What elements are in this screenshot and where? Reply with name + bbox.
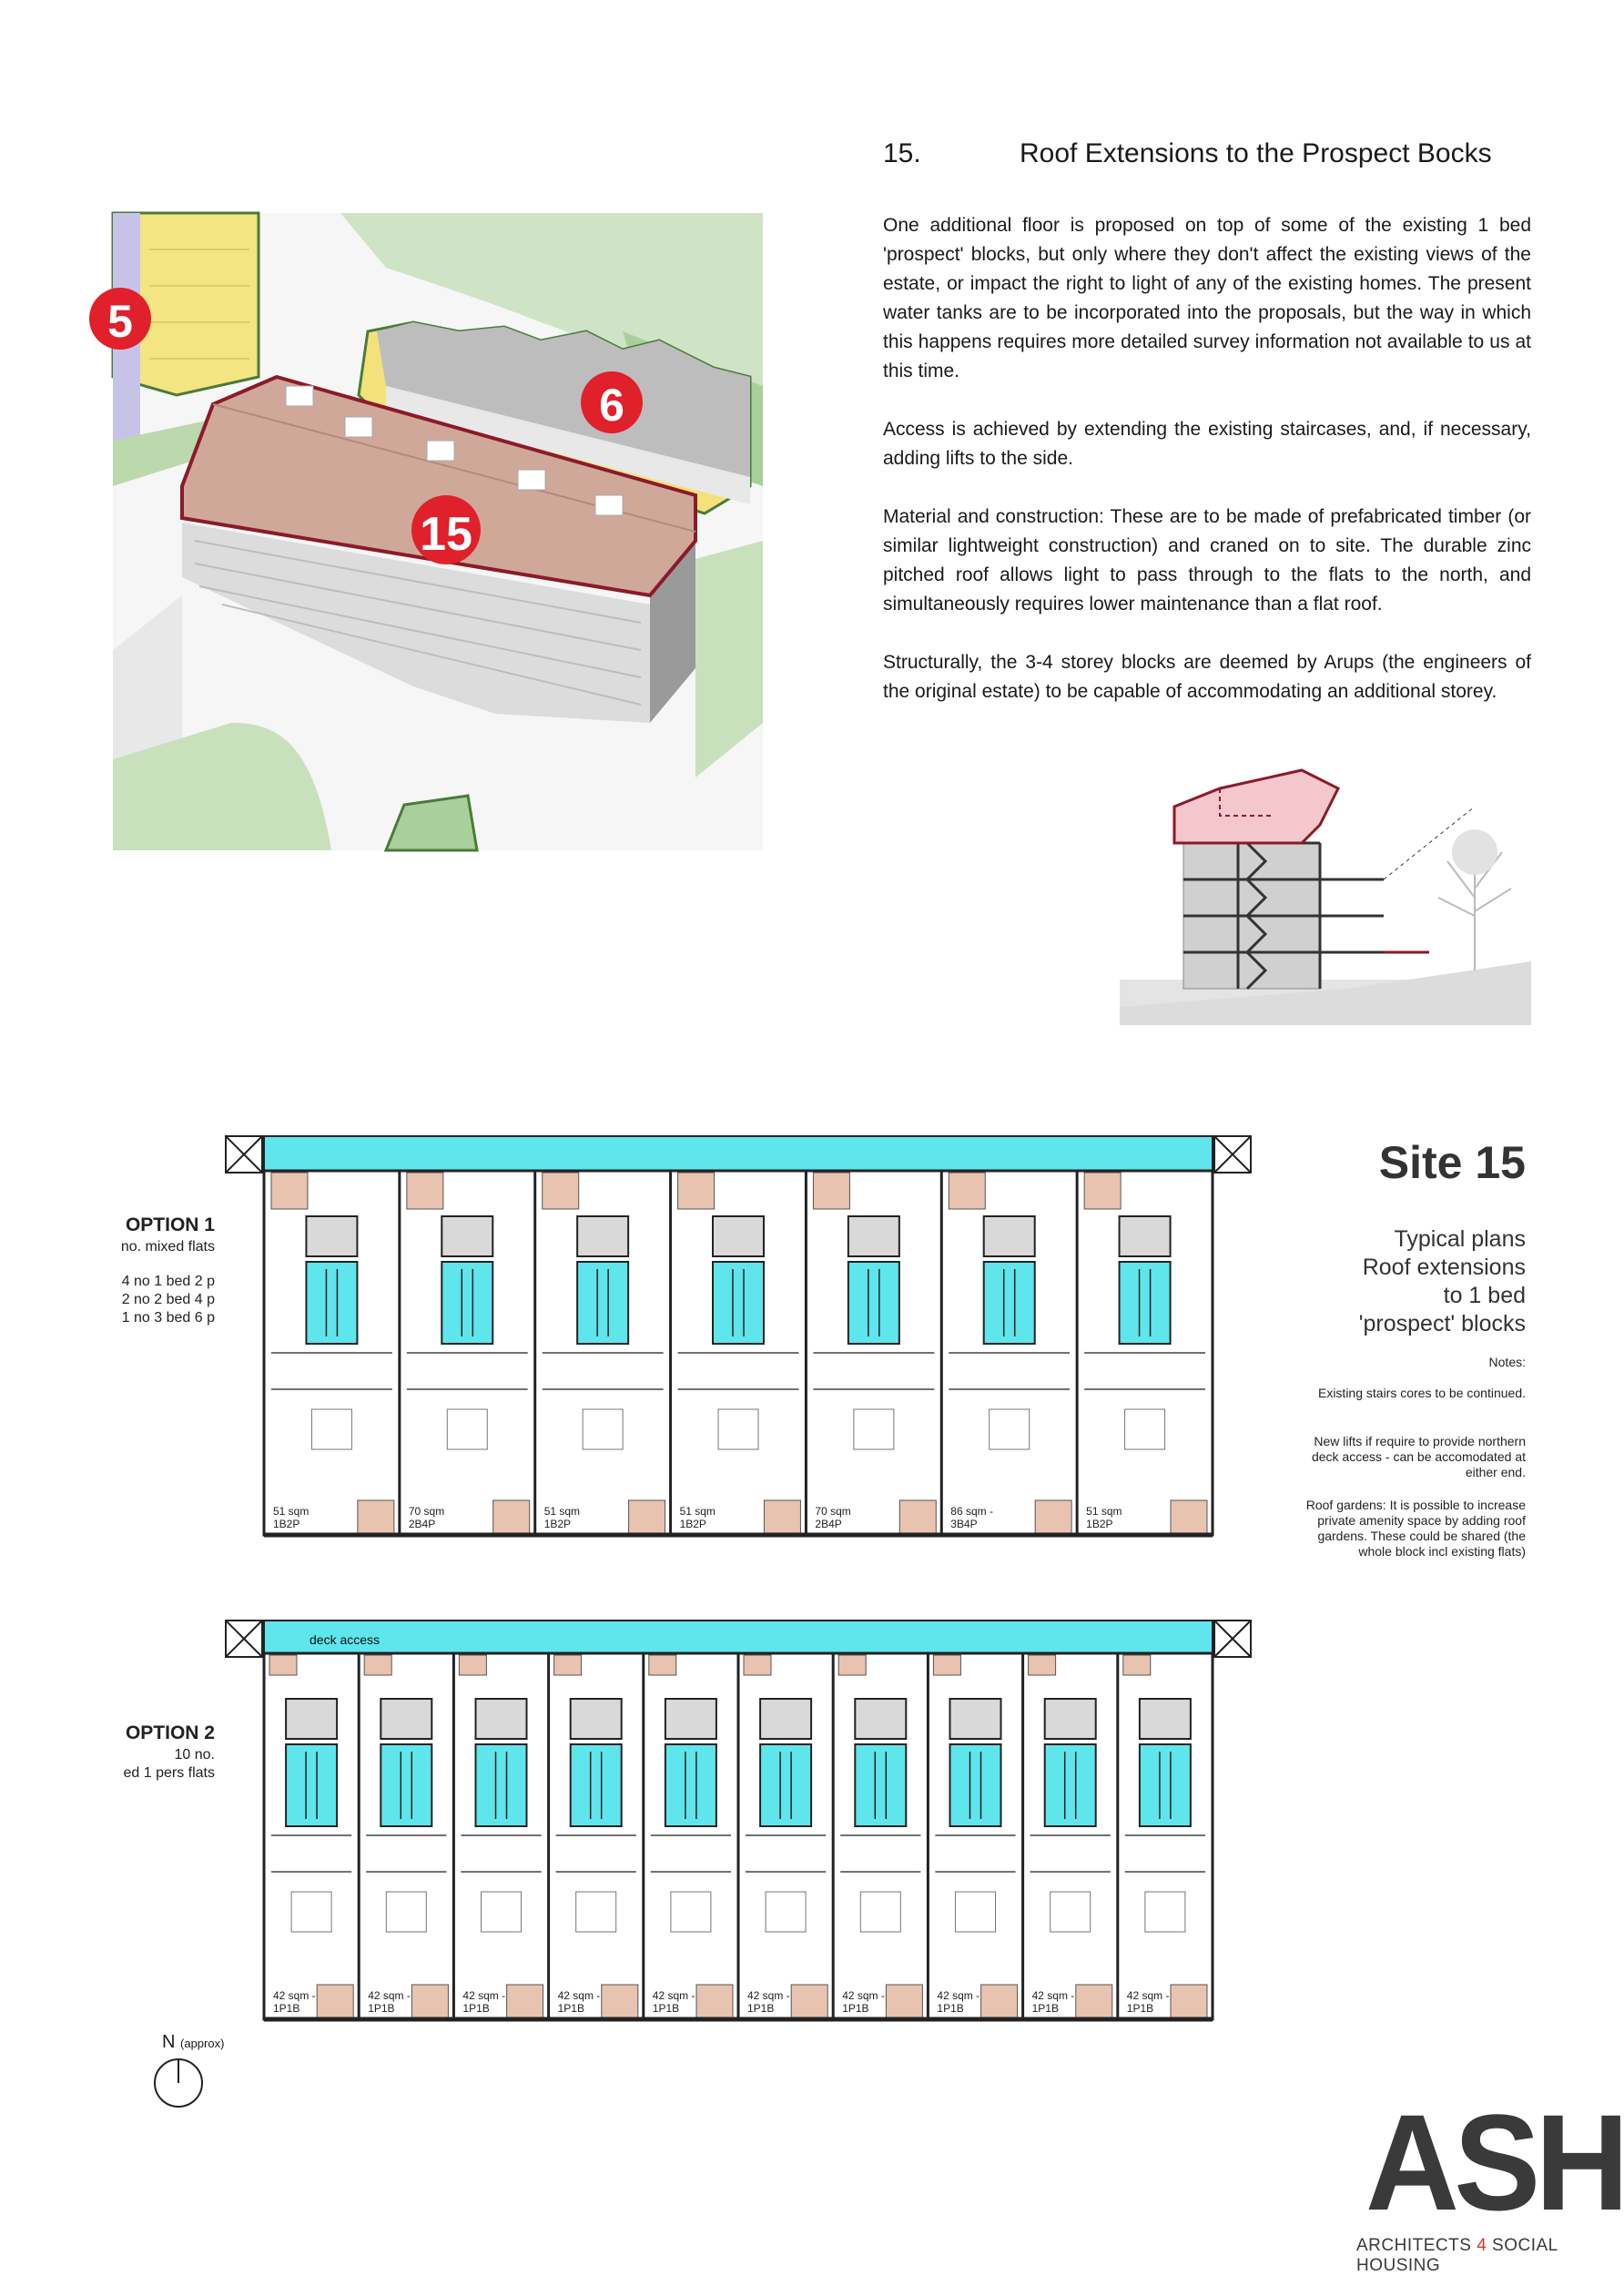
mix-line: 4 no 1 bed 2 p xyxy=(121,1274,215,1289)
water-tower xyxy=(713,1216,764,1256)
stair-core xyxy=(760,1744,811,1826)
courtyard xyxy=(271,1173,308,1209)
unit-type: 1P1B xyxy=(1031,2002,1059,2015)
balcony xyxy=(1171,1985,1207,2019)
ash-logo: ASH xyxy=(1365,2086,1624,2239)
terrace xyxy=(1123,1655,1151,1675)
courtyard xyxy=(678,1173,715,1209)
stair-core xyxy=(848,1262,899,1344)
unit-type: 1P1B xyxy=(368,2002,395,2015)
paragraph-intro: One additional floor is proposed on top of some of the existing 1 bed 'prospect' blocks, but only where they don't affect the existing views of the estate, or impact the right to light of any of the existing homes. The present water tanks are to be incorporated into the proposals, but the way in which this happens requires more detailed survey information not available to us at this time. xyxy=(883,215,1531,381)
site-subtitle-line: Typical plans xyxy=(1394,1226,1526,1252)
stair-core xyxy=(855,1744,906,1826)
unit-type: 1P1B xyxy=(937,2002,964,2015)
site-subtitle-line: Roof extensions xyxy=(1362,1255,1526,1280)
marker-15-label: 15 xyxy=(420,508,472,561)
option2-subtitle xyxy=(124,1746,216,1783)
balcony xyxy=(1171,1500,1207,1535)
option2-heading: OPTION 2 xyxy=(125,1722,215,1743)
unit-area: 70 sqm xyxy=(408,1505,445,1518)
deck-access-label: deck access xyxy=(310,1632,381,1647)
unit-type: 1P1B xyxy=(462,2002,490,2015)
unit-area: 42 sqm - xyxy=(842,1989,885,2002)
unit-type: 2B4P xyxy=(408,1518,436,1530)
water-tower xyxy=(1120,1216,1171,1256)
terrace xyxy=(933,1655,960,1675)
terrace xyxy=(1029,1655,1056,1675)
unit-type: 1P1B xyxy=(557,2002,584,2015)
stair-core xyxy=(984,1262,1035,1344)
unit-area: 42 sqm - xyxy=(1126,1989,1170,2002)
unit-area: 42 sqm - xyxy=(1031,1989,1075,2002)
courtyard xyxy=(1084,1173,1121,1209)
unit-type: 1P1B xyxy=(842,2002,869,2015)
option1-subtitle: no. mixed flats xyxy=(120,1239,215,1255)
section-title: Roof Extensions to the Prospect Bocks xyxy=(1020,138,1492,168)
note-roof-gardens: Roof gardens: It is possible to increase private amenity space by adding roof gardens. These could be shared (the whole block incl existing flats) xyxy=(1305,1498,1526,1559)
water-tower xyxy=(286,1699,337,1739)
balcony xyxy=(764,1500,800,1535)
terrace xyxy=(269,1655,297,1675)
stair-core xyxy=(286,1744,337,1826)
unit-type: 1B2P xyxy=(273,1518,300,1530)
note-stairs: Existing stairs cores to be continued. xyxy=(1317,1386,1526,1400)
water-tower xyxy=(1140,1699,1191,1739)
balcony xyxy=(1035,1500,1071,1535)
stair-core xyxy=(442,1262,492,1344)
stair-core xyxy=(665,1744,716,1826)
water-tower xyxy=(577,1216,628,1256)
plan2-deck xyxy=(264,1621,1213,1653)
water-tower xyxy=(855,1699,906,1739)
option1-mix xyxy=(122,1273,215,1327)
balcony xyxy=(358,1500,394,1535)
courtyard xyxy=(949,1173,985,1209)
balcony xyxy=(791,1985,827,2019)
balcony xyxy=(317,1985,353,2019)
stair-core xyxy=(476,1744,527,1826)
balcony xyxy=(507,1985,543,2019)
mix-line: 2 no 2 bed 4 p xyxy=(121,1292,215,1307)
aerial-view-illustration xyxy=(107,213,763,850)
terrace xyxy=(459,1655,486,1675)
ash-logo-subtitle xyxy=(1356,2236,1597,2276)
unit-area: 51 sqm xyxy=(273,1505,310,1518)
stair-core xyxy=(571,1744,622,1826)
water-tower xyxy=(984,1216,1035,1256)
section-number: 15. xyxy=(883,138,921,168)
option1-floor-plan xyxy=(224,1136,1253,1539)
paragraph-material: Material and construction: These are to be made of prefabricated timber (or similar lightweight construction) and craned on to site. The durable zinc pitched roof allows light to pass through to the flats to the north, and simultaneously requires lower maintenance than a flat roof. xyxy=(883,506,1531,615)
note-lifts: New lifts if require to provide northern deck access - can be accomodated at either end. xyxy=(1311,1434,1526,1479)
terrace xyxy=(838,1655,866,1675)
balcony xyxy=(981,1985,1018,2019)
plan1-corridor xyxy=(264,1136,1213,1171)
balcony xyxy=(493,1500,530,1535)
unit-type: 1P1B xyxy=(1126,2002,1154,2015)
water-tower xyxy=(1045,1699,1096,1739)
water-tower xyxy=(571,1699,622,1739)
logo-line-b: SOCIAL HOUSING xyxy=(1356,2236,1558,2275)
water-tower xyxy=(665,1699,716,1739)
unit-area: 42 sqm - xyxy=(747,1989,790,2002)
courtyard xyxy=(407,1173,443,1209)
logo-line-a: ARCHITECTS xyxy=(1356,2236,1477,2255)
north-label xyxy=(162,2032,224,2053)
unit-area: 42 sqm - xyxy=(652,1989,695,2002)
balcony xyxy=(886,1985,922,2019)
balcony xyxy=(899,1500,936,1535)
balcony xyxy=(629,1500,665,1535)
unit-type: 1P1B xyxy=(652,2002,680,2015)
terrace xyxy=(744,1655,771,1675)
option2-subtitle-line: ed 1 pers flats xyxy=(123,1765,215,1781)
stair-core xyxy=(713,1262,764,1344)
option2-subtitle-line: 10 no. xyxy=(174,1747,215,1763)
terrace xyxy=(649,1655,676,1675)
balcony xyxy=(602,1985,638,2019)
unit-area: 42 sqm - xyxy=(937,1989,980,2002)
water-tower xyxy=(476,1699,527,1739)
terrace xyxy=(364,1655,391,1675)
water-tower xyxy=(760,1699,811,1739)
balcony xyxy=(411,1985,448,2019)
unit-area: 86 sqm - xyxy=(950,1505,993,1518)
unit-area: 51 sqm xyxy=(679,1505,716,1518)
stair-core xyxy=(1140,1744,1191,1826)
courtyard xyxy=(543,1173,579,1209)
north-letter: N xyxy=(162,2032,176,2052)
marker-5-label: 5 xyxy=(107,296,133,347)
unit-type: 3B4P xyxy=(950,1518,978,1530)
unit-area: 51 sqm xyxy=(1086,1505,1122,1518)
site-subtitle-line: to 1 bed xyxy=(1443,1283,1526,1308)
unit-area: 70 sqm xyxy=(815,1505,851,1518)
stair-core xyxy=(1045,1744,1096,1826)
courtyard xyxy=(813,1173,849,1209)
water-tower xyxy=(848,1216,899,1256)
unit-type: 1B2P xyxy=(543,1518,572,1530)
logo-line-num: 4 xyxy=(1477,2236,1487,2255)
unit-area: 42 sqm - xyxy=(462,1989,506,2002)
water-tower xyxy=(381,1699,431,1739)
paragraph-structure: Structurally, the 3-4 storey blocks are deemed by Arups (the engineers of the original estate) to be capable of accommodating an additional storey. xyxy=(883,652,1531,702)
notes-heading: Notes: xyxy=(1488,1355,1526,1369)
terrace xyxy=(554,1655,582,1675)
marker-6-label: 6 xyxy=(599,380,624,431)
unit-area: 42 sqm - xyxy=(557,1989,601,2002)
unit-area: 51 sqm xyxy=(543,1505,581,1518)
site-subtitle-line: 'prospect' blocks xyxy=(1358,1311,1526,1336)
unit-area: 42 sqm - xyxy=(273,1989,316,2002)
site-title: Site 15 xyxy=(1378,1137,1526,1188)
north-arrow-icon xyxy=(151,2056,206,2110)
unit-area: 42 sqm - xyxy=(368,1989,411,2002)
site-subtitle xyxy=(1359,1225,1526,1338)
stair-core xyxy=(306,1262,357,1344)
unit-type: 2B4P xyxy=(815,1518,842,1530)
unit-type: 1B2P xyxy=(1086,1518,1113,1530)
unit-type: 1B2P xyxy=(679,1518,706,1530)
water-tower xyxy=(442,1216,492,1256)
stair-core xyxy=(577,1262,628,1344)
section-diagram xyxy=(1120,761,1531,1025)
unit-type: 1P1B xyxy=(273,2002,300,2015)
unit-type: 1P1B xyxy=(747,2002,775,2015)
option1-heading: OPTION 1 xyxy=(125,1214,215,1235)
balcony xyxy=(1076,1985,1112,2019)
stair-core xyxy=(950,1744,1001,1826)
north-note: (approx) xyxy=(180,2037,225,2050)
balcony xyxy=(696,1985,733,2019)
water-tower xyxy=(950,1699,1001,1739)
stair-core xyxy=(381,1744,431,1826)
paragraph-access: Access is achieved by extending the existing staircases, and, if necessary, adding lifts to the side. xyxy=(883,419,1531,469)
stair-core xyxy=(1120,1262,1171,1344)
mix-line: 1 no 3 bed 6 p xyxy=(121,1310,215,1326)
water-tower xyxy=(306,1216,357,1256)
option2-floor-plan xyxy=(224,1621,1253,2023)
